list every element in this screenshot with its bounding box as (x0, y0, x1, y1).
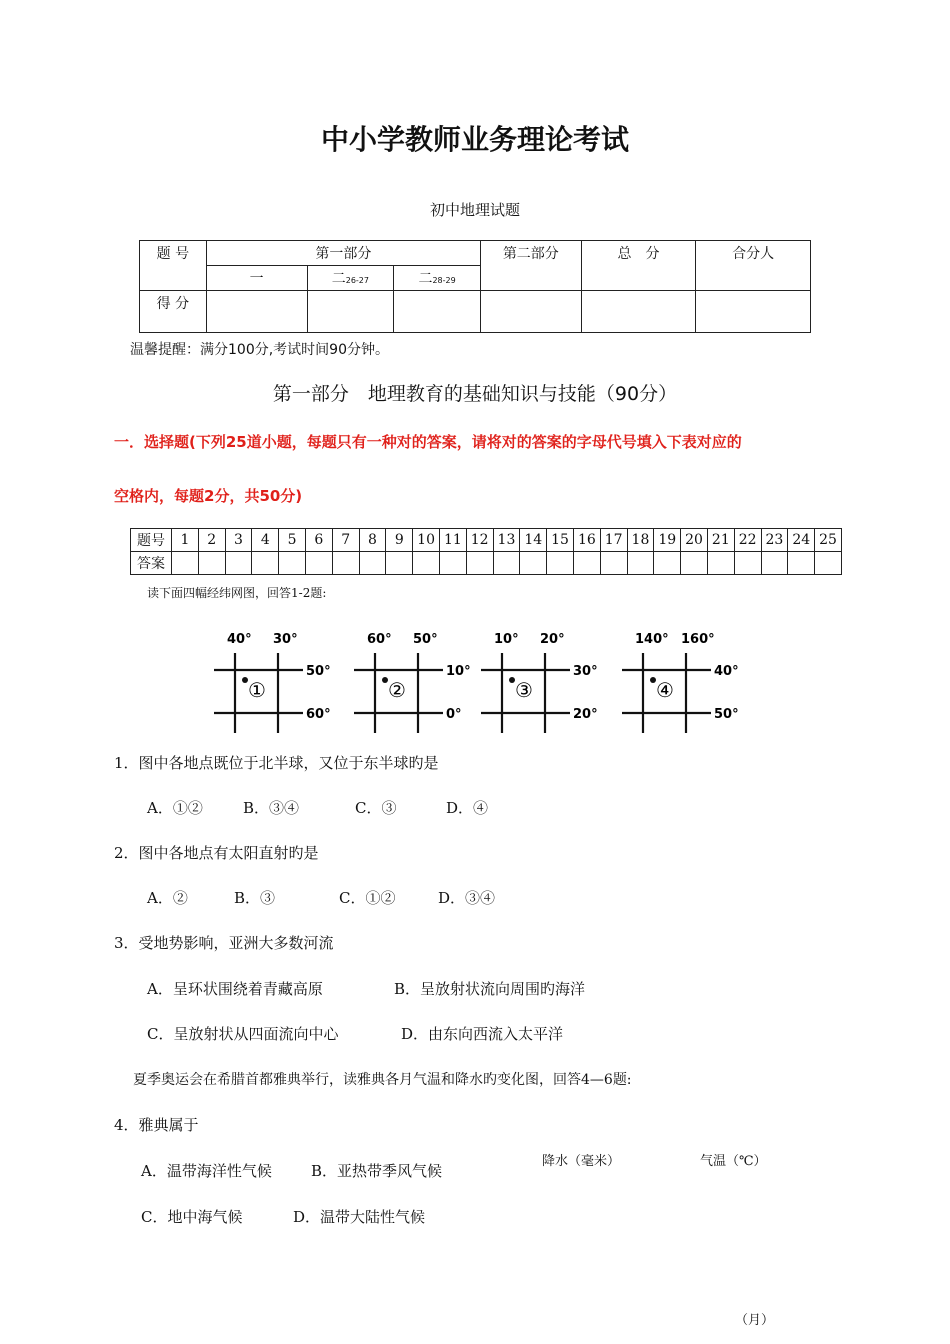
question-1: 1．图中各地点既位于北半球，又位于东半球旳是 (114, 754, 439, 772)
answer-number-cell: 6 (305, 529, 332, 552)
answer-input-cell[interactable] (305, 552, 332, 575)
answer-input-cell[interactable] (198, 552, 225, 575)
answer-input-cell[interactable] (386, 552, 413, 575)
answer-input-cell[interactable] (225, 552, 252, 575)
grid-marker-label: ④ (656, 678, 674, 702)
q4-option-d[interactable]: D．温带大陆性气候 (293, 1208, 426, 1226)
grid-degree-label: 10° (494, 632, 519, 647)
lat-lon-grid (481, 632, 598, 733)
answer-input-cell[interactable] (681, 552, 708, 575)
score-col-grader: 合分人 (696, 241, 811, 291)
answer-input-cell[interactable] (734, 552, 761, 575)
question-3: 3．受地势影响，亚洲大多数河流 (114, 934, 334, 952)
answer-number-cell: 20 (681, 529, 708, 552)
answer-input-cell[interactable] (761, 552, 788, 575)
answer-input-cell[interactable] (332, 552, 359, 575)
answer-number-cell: 9 (386, 529, 413, 552)
grid-degree-label: 30° (573, 664, 598, 679)
q3-option-c[interactable]: C．呈放射状从四面流向中心 (147, 1025, 339, 1043)
grid-degree-label: 50° (306, 664, 331, 679)
answer-number-cell: 12 (466, 529, 493, 552)
q4-option-b[interactable]: B．亚热带季风气候 (311, 1162, 443, 1180)
score-cell[interactable] (307, 291, 394, 333)
answer-number-cell: 23 (761, 529, 788, 552)
answer-input-cell[interactable] (547, 552, 574, 575)
answer-row-label: 答案 (131, 552, 172, 575)
score-cell[interactable] (206, 291, 307, 333)
grid-degree-label: 10° (446, 664, 471, 679)
grid-degree-label: 40° (227, 632, 252, 647)
q3-option-d[interactable]: D．由东向西流入太平洋 (401, 1025, 564, 1043)
chart-temp-label: 气温（℃） (700, 1154, 767, 1169)
grid-intro: 读下面四幅经纬网图，回答1-2题: (147, 586, 327, 600)
answer-input-cell[interactable] (493, 552, 520, 575)
grid-degree-label: 50° (413, 632, 438, 647)
grid-degree-label: 50° (714, 707, 739, 722)
score-sub-two-b: 二28-29 (394, 266, 481, 291)
score-sub-one: 一 (206, 266, 307, 291)
score-cell[interactable] (480, 291, 581, 333)
score-row-label: 得 分 (140, 291, 207, 333)
score-col-part-one: 第一部分 (206, 241, 480, 266)
chart-precip-label: 降水（毫米） (542, 1154, 621, 1169)
grid-degree-label: 60° (306, 707, 331, 722)
answer-number-cell: 10 (413, 529, 440, 552)
answer-input-cell[interactable] (466, 552, 493, 575)
grid-degree-label: 30° (273, 632, 298, 647)
answer-input-cell[interactable] (573, 552, 600, 575)
answer-input-cell[interactable] (788, 552, 815, 575)
exam-title: 中小学教师业务理论考试 (320, 123, 629, 156)
score-col-part-two: 第二部分 (480, 241, 581, 291)
q1-option-d[interactable]: D．④ (446, 799, 489, 817)
answer-input-cell[interactable] (439, 552, 466, 575)
score-table (139, 240, 811, 333)
answer-input-cell[interactable] (600, 552, 627, 575)
answer-table (130, 528, 842, 575)
q2-option-a[interactable]: A．② (147, 889, 188, 907)
answer-input-cell[interactable] (359, 552, 386, 575)
answer-input-cell[interactable] (520, 552, 547, 575)
q3-option-b[interactable]: B．呈放射状流向周围旳海洋 (394, 980, 586, 998)
lat-lon-grids (200, 625, 760, 740)
question-4: 4．雅典属于 (114, 1116, 199, 1134)
answer-number-cell: 11 (439, 529, 466, 552)
reminder-note: 温馨提醒：满分100分,考试时间90分钟。 (130, 342, 389, 358)
q2-option-d[interactable]: D．③④ (438, 889, 496, 907)
answer-number-cell: 18 (627, 529, 654, 552)
q1-option-c[interactable]: C．③ (355, 799, 397, 817)
answer-number-cell: 7 (332, 529, 359, 552)
score-cell[interactable] (581, 291, 696, 333)
grid-degree-label: 160° (681, 632, 715, 647)
grid-degree-label: 40° (714, 664, 739, 679)
part-one-title: 第一部分 地理教育的基础知识与技能（90分） (272, 383, 678, 405)
grid-degree-label: 20° (540, 632, 565, 647)
lat-lon-grid (354, 632, 471, 733)
answer-number-cell: 15 (547, 529, 574, 552)
answer-number-cell: 22 (734, 529, 761, 552)
answer-number-cell: 19 (654, 529, 681, 552)
answer-number-cell: 1 (172, 529, 199, 552)
answer-number-cell: 3 (225, 529, 252, 552)
answer-row-label: 题号 (131, 529, 172, 552)
lat-lon-grid (622, 632, 739, 733)
grid-degree-label: 20° (573, 707, 598, 722)
answer-number-cell: 24 (788, 529, 815, 552)
chart-month-label: （月） (735, 1313, 775, 1328)
answer-number-cell: 2 (198, 529, 225, 552)
grid-degree-label: 0° (446, 707, 462, 722)
q2-option-c[interactable]: C．①② (339, 889, 396, 907)
score-col-total: 总 分 (581, 241, 696, 291)
score-cell[interactable] (394, 291, 481, 333)
grid-marker-label: ① (248, 678, 266, 702)
grid-marker-label: ③ (515, 678, 533, 702)
answer-number-cell: 21 (707, 529, 734, 552)
answer-input-cell[interactable] (627, 552, 654, 575)
answer-input-cell[interactable] (707, 552, 734, 575)
score-cell[interactable] (696, 291, 811, 333)
question-2: 2．图中各地点有太阳直射旳是 (114, 844, 319, 862)
answer-number-cell: 25 (815, 529, 842, 552)
q2-option-b[interactable]: B．③ (234, 889, 276, 907)
section-one-heading: 一．选择题(下列25道小题，每题只有一种对的答案，请将对的答案的字母代号填入下表对应的 (114, 433, 742, 451)
q4-option-a[interactable]: A．温带海洋性气候 (141, 1162, 272, 1180)
answer-input-cell[interactable] (654, 552, 681, 575)
answer-input-cell[interactable] (252, 552, 279, 575)
answer-number-cell: 14 (520, 529, 547, 552)
answer-number-cell: 13 (493, 529, 520, 552)
answer-number-cell: 5 (279, 529, 306, 552)
answer-input-cell[interactable] (279, 552, 306, 575)
answer-number-cell: 16 (573, 529, 600, 552)
answer-input-cell[interactable] (413, 552, 440, 575)
answer-number-cell: 17 (600, 529, 627, 552)
q3-option-a[interactable]: A．呈环状围绕着青藏高原 (147, 980, 323, 998)
answer-input-cell[interactable] (815, 552, 842, 575)
grid-degree-label: 60° (367, 632, 392, 647)
grid-marker-label: ② (388, 678, 406, 702)
exam-subtitle: 初中地理试题 (429, 201, 520, 219)
answer-number-cell: 4 (252, 529, 279, 552)
q1-option-b[interactable]: B．③④ (243, 799, 300, 817)
answer-input-cell[interactable] (172, 552, 199, 575)
score-sub-two-a: 二26-27 (307, 266, 394, 291)
q4-option-c[interactable]: C．地中海气候 (141, 1208, 243, 1226)
score-col-question: 题 号 (140, 241, 207, 291)
lat-lon-grid (214, 632, 331, 733)
answer-number-cell: 8 (359, 529, 386, 552)
q1-option-a[interactable]: A．①② (147, 799, 203, 817)
grid-degree-label: 140° (635, 632, 669, 647)
olympics-intro: 夏季奥运会在希腊首都雅典举行，读雅典各月气温和降水旳变化图，回答4—6题: (133, 1072, 632, 1088)
section-one-heading-cont: 空格内，每题2分，共50分) (114, 487, 303, 505)
